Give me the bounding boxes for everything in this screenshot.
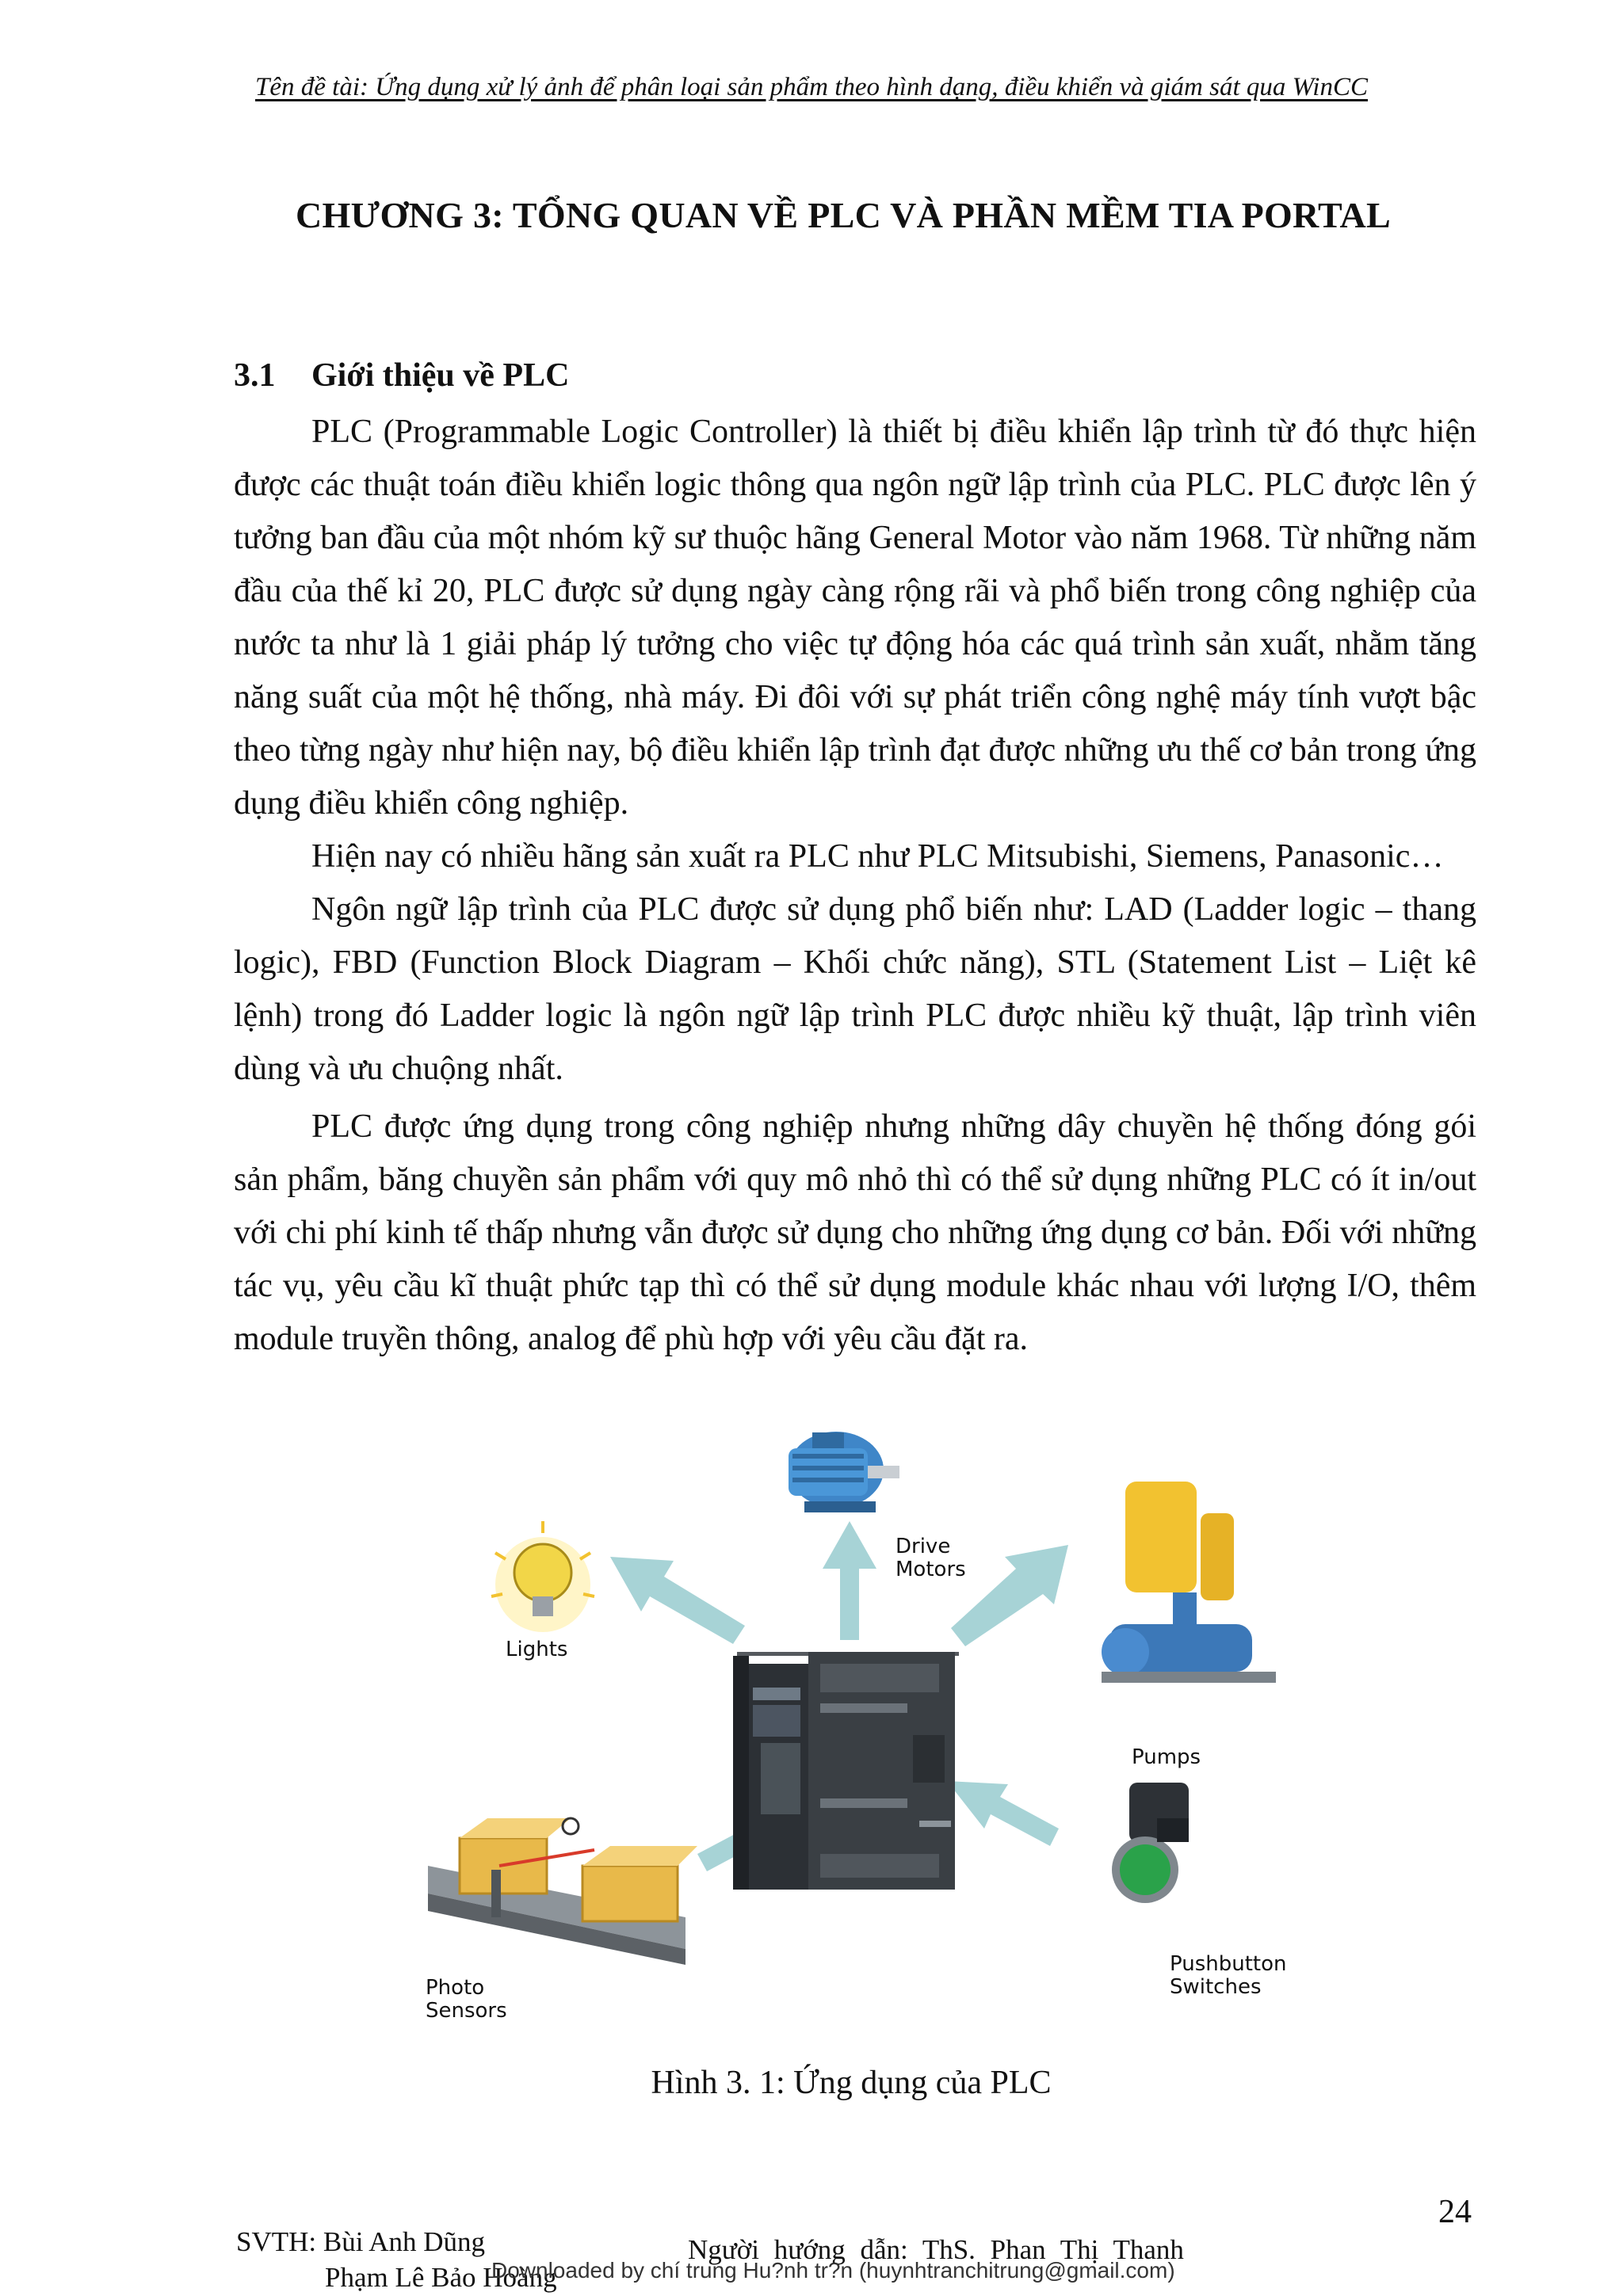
label-drive-motors: Drive Motors xyxy=(896,1535,966,1581)
section-title: Giới thiệu về PLC xyxy=(311,357,570,394)
arrow-to-motor xyxy=(823,1521,876,1640)
label-photo-sensors: Photo Sensors xyxy=(426,1976,507,2023)
plc-applications-figure xyxy=(412,1426,1300,2060)
section-number: 3.1 xyxy=(234,357,276,394)
page-number: 24 xyxy=(1438,2194,1472,2230)
label-pumps: Pumps xyxy=(1132,1745,1201,1769)
footer-advisor: Người hướng dẫn: ThS. Phan Thị Thanh xyxy=(688,2234,1184,2265)
conveyor-sensor-icon xyxy=(428,1818,697,1965)
section-heading xyxy=(234,357,569,395)
chapter-title: CHƯƠNG 3: TỔNG QUAN VỀ PLC VÀ PHẦN MỀM TIA PORTAL xyxy=(295,195,1392,235)
pump-icon xyxy=(1102,1482,1276,1683)
figure-caption: Hình 3. 1: Ứng dụng của PLC xyxy=(651,2065,1052,2101)
figure-illustration xyxy=(412,1426,1300,2060)
label-lights: Lights xyxy=(506,1638,568,1661)
footer-student-1: SVTH: Bùi Anh Dũng xyxy=(236,2226,486,2257)
footer-student-2: Phạm Lê Bảo Hoàng xyxy=(325,2262,557,2293)
arrow-to-pumps xyxy=(951,1545,1068,1646)
paragraph: Ngôn ngữ lập trình của PLC được sử dụng phổ biến như: LAD (Ladder logic – thang logic), FBD (Function Block Diagram – Khối chức năng), STL (Statement List – Liệt kê lệnh) trong đó Ladder logic là ngôn ngữ lập trình PLC được nhiều kỹ thuật, lập trình viên dùng và ưu chuộng nhất. xyxy=(234,891,1476,1087)
paragraph: PLC được ứng dụng trong công nghiệp nhưng những dây chuyền hệ thống đóng gói sản phẩm, băng chuyền sản phẩm với quy mô nhỏ thì có thể sử dụng những PLC có ít in/out với chi phí kinh tế thấp nhưng vẫn được sử dụng cho những ứng dụng cơ bản. Đối với những tác vụ, yêu cầu kĩ thuật phức tạp thì có thể sử dụng module khác nhau với lượng I/O, thêm module truyền thông, analog để phù hợp với yêu cầu đặt ra. xyxy=(234,1108,1476,1357)
paragraph: Hiện nay có nhiều hãng sản xuất ra PLC như PLC Mitsubishi, Siemens, Panasonic… xyxy=(311,838,1444,875)
label-pushbutton-switches: Pushbutton Switches xyxy=(1170,1952,1287,1999)
plc-icon xyxy=(733,1652,959,1890)
paragraph: PLC (Programmable Logic Controller) là thiết bị điều khiển lập trình từ đó thực hiện được các thuật toán điều khiển logic thông qua ngôn ngữ lập trình của PLC. PLC được lên ý tưởng ban đầu của một nhóm kỹ sư thuộc hãng General Motor vào năm 1968. Từ những năm đầu của thế kỉ 20, PLC được sử dụng ngày càng rộng rãi và phổ biến trong công nghiệp của nước ta như là 1 giải pháp lý tưởng cho việc tự động hóa các quá trình sản xuất, nhằm tăng năng suất của một hệ thống, nhà máy. Đi đôi với sự phát triển công nghệ máy tính vượt bậc theo từng ngày như hiện nay, bộ điều khiển lập trình đạt được những ưu thế cơ bản trong ứng dụng điều khiển công nghiệp. xyxy=(234,414,1476,822)
pushbutton-icon xyxy=(1112,1783,1189,1903)
arrow-from-pushbutton xyxy=(947,1781,1059,1846)
drive-motor-icon xyxy=(789,1432,899,1512)
download-watermark: Downloaded by chí trung Hu?nh tr?n (huynhtranchitrung@gmail.com) xyxy=(491,2258,1175,2283)
light-bulb-icon xyxy=(491,1521,594,1632)
document-header: Tên đề tài: Ứng dụng xử lý ảnh để phân loại sản phẩm theo hình dạng, điều khiển và giám sát qua WinCC xyxy=(255,73,1368,101)
arrow-to-lights xyxy=(610,1557,745,1644)
body-text xyxy=(234,406,1476,1366)
